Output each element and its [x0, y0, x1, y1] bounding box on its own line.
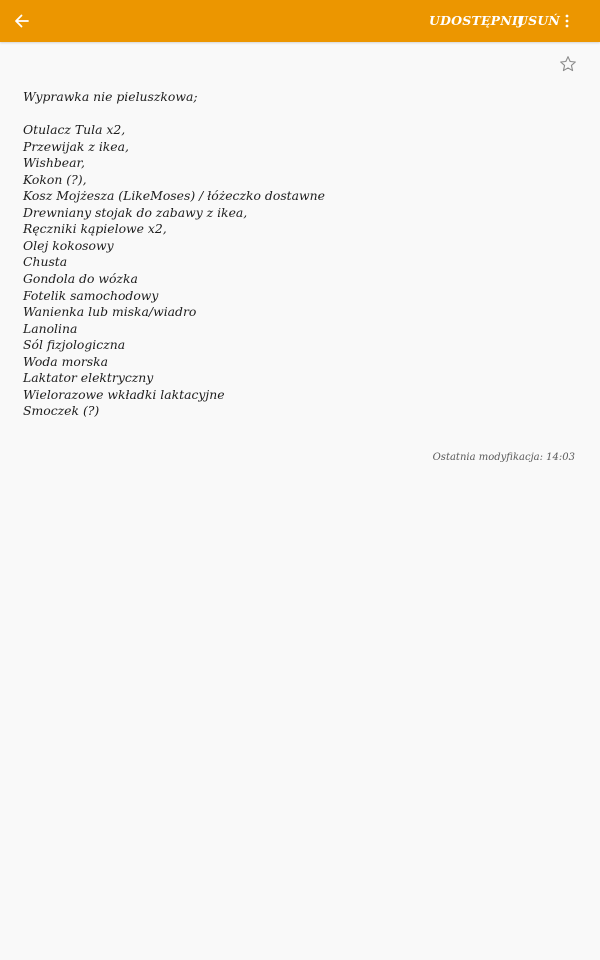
arrow-back-icon	[14, 13, 30, 29]
note-line: Lanolina	[23, 320, 78, 336]
note-line: Chusta	[23, 254, 68, 270]
back-button[interactable]	[8, 7, 36, 35]
note-line: Fotelik samochodowy	[23, 287, 159, 303]
more-vert-icon	[564, 13, 570, 29]
note-line: Otulacz Tula x2,	[23, 122, 126, 138]
share-button[interactable]: UDOSTĘPNIJ	[429, 13, 525, 28]
favorite-button[interactable]	[558, 54, 580, 76]
note-line: Gondola do wózka	[23, 271, 138, 287]
note-line: Wanienka lub miska/wiadro	[23, 304, 197, 320]
note-line: Woda morska	[23, 353, 108, 369]
note-line: Kokon (?),	[23, 171, 87, 187]
note-content[interactable]	[23, 89, 563, 420]
note-line: Przewijak z ikea,	[23, 138, 129, 154]
more-options-button[interactable]	[556, 7, 578, 35]
star-outline-icon	[558, 54, 578, 74]
note-line: Kosz Mojżesza (LikeMoses) / łóżeczko dostawne	[23, 188, 325, 204]
note-line: Wishbear,	[23, 155, 85, 171]
note-blank-line	[23, 106, 563, 123]
top-toolbar	[0, 0, 600, 42]
note-line: Wyprawka nie pieluszkowa;	[23, 89, 198, 104]
note-line: Sól fizjologiczna	[23, 337, 126, 353]
note-line: Ręczniki kąpielowe x2,	[23, 221, 167, 237]
delete-button[interactable]: USUŃ	[517, 13, 561, 28]
note-line: Smoczek (?)	[23, 403, 100, 419]
note-line: Drewniany stojak do zabawy z ikea,	[23, 204, 248, 220]
note-line: Laktator elektryczny	[23, 370, 154, 386]
note-line: Olej kokosowy	[23, 237, 114, 253]
note-line: Wielorazowe wkładki laktacyjne	[23, 386, 225, 402]
last-modified-text: Ostatnia modyfikacja: 14:03	[432, 452, 575, 463]
